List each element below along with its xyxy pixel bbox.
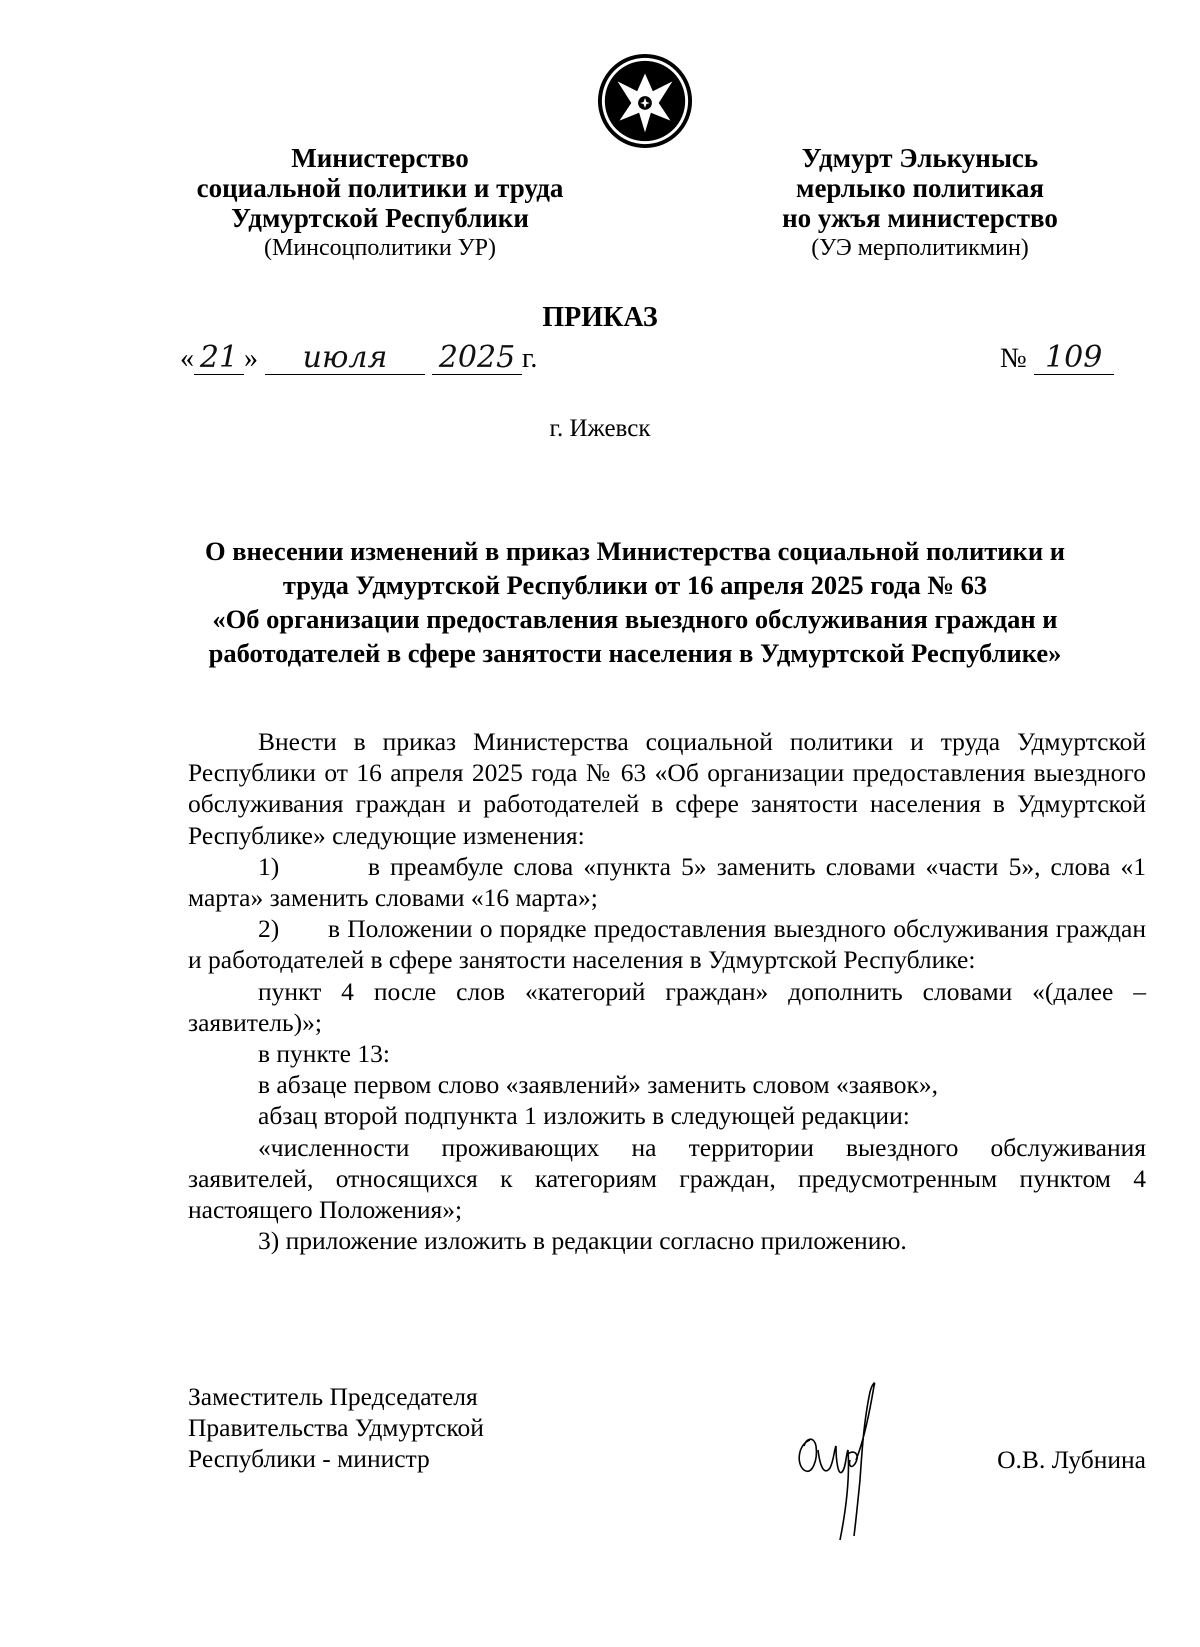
ministry-header-russian	[160, 143, 600, 263]
body-point-13-b: абзац второй подпункта 1 изложить в следующей редакции:	[258, 1101, 910, 1131]
ministry-name-line-1: Министерство	[291, 143, 469, 173]
handwritten-signature	[790, 1380, 900, 1550]
coat-of-arms-emblem	[596, 52, 694, 150]
ministry-name-line-3: Удмуртской Республики	[231, 203, 529, 233]
number-value: 109	[1034, 340, 1114, 375]
subject-line-2: труда Удмуртской Республики от 16 апреля 2025 года № 63	[282, 570, 988, 600]
item-2-text: в Положении о порядке предоставления выездного обслуживания граждан и работодателей в сфере занятости населения в Удмуртской Республике:	[188, 914, 1146, 975]
body-intro: Внести в приказ Министерства социальной политики и труда Удмуртской Республики от 16 апреля 2025 года № 63 «Об организации предоставления выездного обслуживания граждан и работодателей в сфере занятости населения в Удмуртской Республике» следующие изменения:	[188, 727, 1146, 850]
ministry-abbreviation-udmurt: (УЭ мерполитикмин)	[811, 235, 1029, 261]
order-subject	[195, 534, 1075, 670]
signer-name: О.В. Лубнина	[997, 1445, 1146, 1474]
city: г. Ижевск	[549, 415, 651, 442]
order-title: ПРИКАЗ	[542, 302, 658, 333]
order-body	[188, 726, 1146, 1256]
date-day: 21	[194, 340, 244, 375]
body-point-4: пункт 4 после слов «категорий граждан» дополнить словами «(далее – заявитель)»;	[188, 976, 1146, 1037]
subject-line-4: работодателей в сфере занятости населения в Удмуртской Республике»	[208, 638, 1062, 668]
ministry-name-udmurt-line-1: Удмурт Элькунысь	[801, 143, 1039, 173]
ministry-header-udmurt	[730, 143, 1110, 263]
body-item-2	[188, 913, 1146, 975]
item-1-number: 1)	[258, 851, 280, 881]
subject-line-3: «Об организации предоставления выездного обслуживания граждан и	[212, 604, 1058, 634]
body-point-13-quote: «численности проживающих на территории выездного обслуживания заявителей, относящихся к категориям граждан, предусмотренным пунктом 4 настоящего Положения»;	[188, 1132, 1146, 1225]
date-close-quote: »	[244, 343, 258, 374]
item-1-text: в преамбуле слова «пункта 5» заменить словами «части 5», слова «1 марта» заменить словами «16 марта»;	[188, 851, 1146, 913]
ministry-abbreviation: (Минсоцполитики УР)	[263, 235, 497, 261]
order-number	[1000, 340, 1130, 380]
ministry-name-udmurt-line-2: мерлыко политикая	[796, 173, 1044, 203]
date-year: 2025	[432, 340, 522, 375]
item-2-number: 2)	[258, 914, 280, 944]
signer-position-line-3: Республики - министр	[188, 1444, 430, 1474]
signer-position-line-2: Правительства Удмуртской	[188, 1413, 484, 1443]
number-prefix: №	[1000, 343, 1027, 374]
body-point-13-a: в абзаце первом слово «заявлений» заменить словом «заявок»,	[258, 1070, 938, 1100]
date-suffix: г.	[522, 343, 538, 374]
body-item-3: 3) приложение изложить в редакции согласно приложению.	[258, 1226, 907, 1256]
signer-position	[188, 1381, 484, 1475]
date-open-quote: «	[180, 343, 194, 374]
date-month: июля	[265, 340, 425, 375]
body-point-13: в пункте 13:	[258, 1039, 390, 1069]
body-item-1	[188, 851, 1146, 913]
signer-position-line-1: Заместитель Председателя	[188, 1382, 478, 1411]
subject-line-1: О внесении изменений в приказ Министерства социальной политики и	[204, 536, 1065, 566]
ministry-name-udmurt-line-3: но ужъя министерство	[782, 203, 1058, 233]
order-date	[180, 340, 600, 380]
ministry-name-line-2: социальной политики и труда	[196, 173, 564, 203]
